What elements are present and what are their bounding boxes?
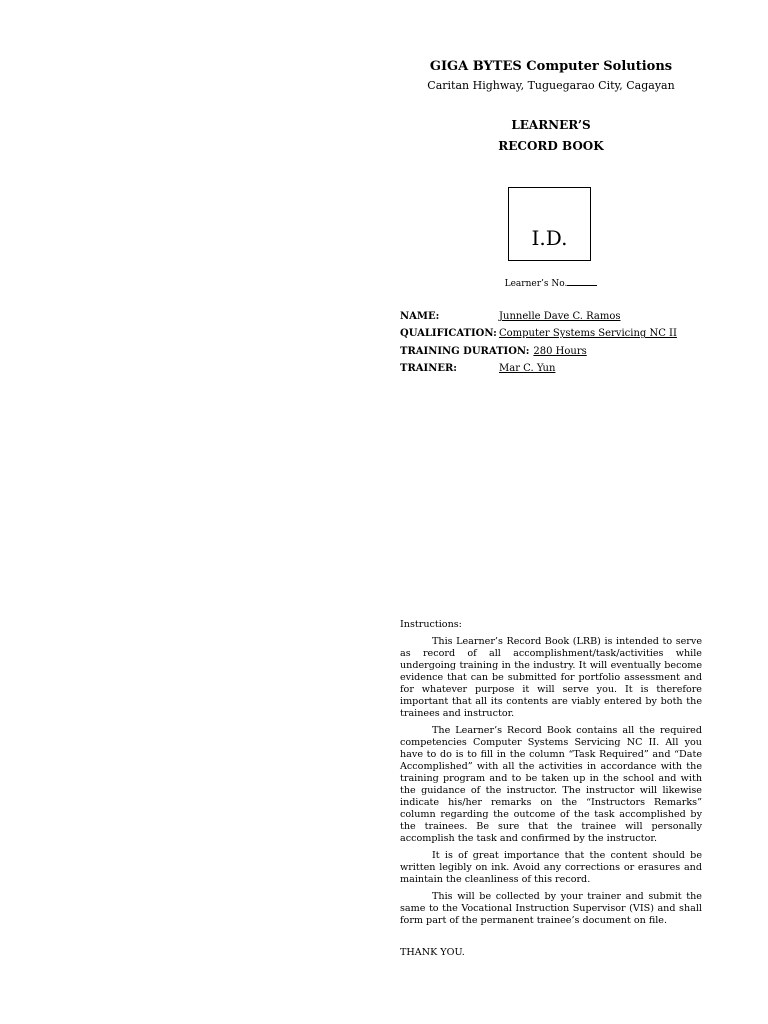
instructions-paragraph-1: This Learner’s Record Book (LRB) is intended to serve as record of all accomplishment/task/activities while undergoing training in the industry. It will eventually become evidence that can be submitted for portfolio assessment and for whatever purpose it will serve you. It is therefore important that all its contents are viably entered by both the trainees and instructor. xyxy=(400,636,702,719)
field-label-trainer: TRAINER: xyxy=(400,363,457,375)
field-value-training-duration: 280 Hours xyxy=(533,345,587,357)
id-photo-label: I.D. xyxy=(531,226,568,250)
closing-text: THANK YOU. xyxy=(400,947,465,958)
id-photo-box xyxy=(508,187,591,261)
instructions-heading: Instructions: xyxy=(400,619,462,630)
field-value-qualification: Computer Systems Servicing NC II xyxy=(499,328,677,340)
document-title-line-1: LEARNER’S xyxy=(511,118,591,132)
learner-number-blank xyxy=(567,277,597,286)
instructions-paragraph-4: This will be collected by your trainer and submit the same to the Vocational Instruction Supervisor (VIS) and shall form part of the permanent trainee’s document on file. xyxy=(400,891,702,926)
field-row-qualification xyxy=(400,328,702,345)
field-row-trainer xyxy=(400,363,702,380)
field-label-name: NAME: xyxy=(400,311,440,322)
field-row-name xyxy=(400,311,702,328)
instructions-paragraph-2: The Learner’s Record Book contains all the required competencies Computer Systems Servicing NC II. All you have to do is to fill in the column “Task Required” and “Date Accomplished” with all the activities in accordance with the training program and to be taken up in the school and with the guidance of the instructor. The instructor will likewise indicate his/her remarks on the “Instructors Remarks” column regarding the outcome of the task accomplished by the trainees. Be sure that the trainee will personally accomplish the task and confirmed by the instructor. xyxy=(400,725,702,844)
field-value-name: Junnelle Dave C. Ramos xyxy=(499,311,621,322)
company-name: GIGA BYTES Computer Solutions xyxy=(429,59,673,74)
learner-number-label: Learner’s No. xyxy=(504,279,568,289)
learner-number xyxy=(400,277,702,289)
document-title-line-2: RECORD BOOK xyxy=(498,139,604,153)
instructions-section xyxy=(400,619,702,969)
company-address: Caritan Highway, Tuguegarao City, Cagayan xyxy=(427,79,675,92)
field-label-qualification: QUALIFICATION: xyxy=(400,328,497,340)
document-title xyxy=(400,115,702,157)
field-value-trainer: Mar C. Yun xyxy=(499,363,556,375)
field-label-training-duration: TRAINING DURATION: xyxy=(400,345,530,357)
instructions-paragraph-3: It is of great importance that the content should be written legibly on ink. Avoid any corrections or erasures and maintain the cleanliness of this record. xyxy=(400,850,702,885)
learner-details xyxy=(400,311,702,381)
field-row-training-duration xyxy=(400,346,702,363)
